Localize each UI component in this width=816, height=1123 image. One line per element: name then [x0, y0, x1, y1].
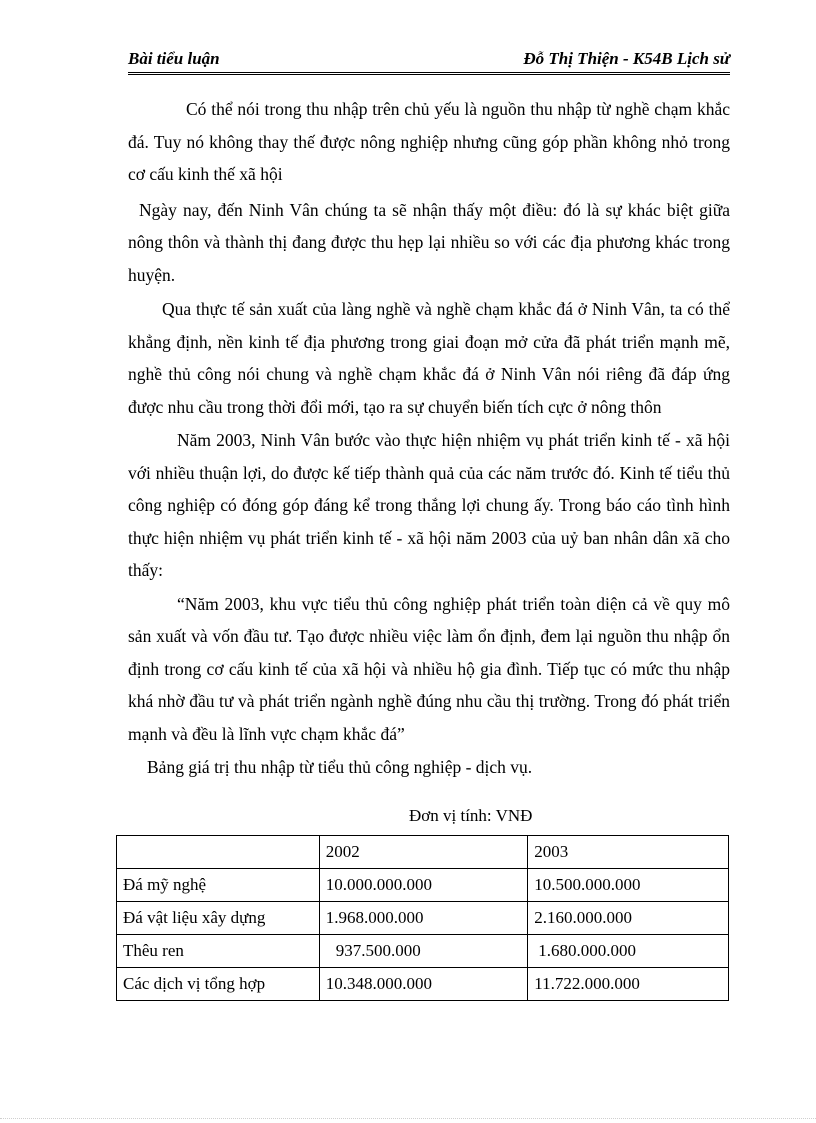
header-author: Đỗ Thị Thiện - K54B Lịch sử [523, 49, 730, 68]
paragraph: Qua thực tế sản xuất của làng nghề và nghề chạm khắc đá ở Ninh Vân, ta có thể khẳng định, nền kinh tế địa phương trong giai đoạn mở cửa đã phát triển mạnh mẽ, nghề thủ công nói chung và nghề chạm khắc đá ở Ninh Vân nói riêng đã đáp ứng được nhu cầu trong thời đổi mới, tạo ra sự chuyển biến tích cực ở nông thôn [128, 299, 730, 417]
table-cell-value: 1.680.000.000 [528, 935, 729, 968]
table-cell-value: 10.000.000.000 [319, 869, 528, 902]
document-body [128, 93, 730, 784]
table-cell-value: 2.160.000.000 [528, 902, 729, 935]
table-header-row [117, 836, 729, 869]
table-caption: Bảng giá trị thu nhập từ tiểu thủ công nghiệp - dịch vụ. [147, 757, 533, 777]
table-cell-label: Các dịch vị tổng hợp [117, 968, 320, 1001]
table-cell-label: Đá mỹ nghệ [117, 869, 320, 902]
table-row [117, 935, 729, 968]
income-table [116, 835, 729, 1001]
table-cell-value: 10.348.000.000 [319, 968, 528, 1001]
table-cell-label: Đá vật liệu xây dựng [117, 902, 320, 935]
table-cell-value: 10.500.000.000 [528, 869, 729, 902]
table-cell-label: Thêu ren [117, 935, 320, 968]
header-title: Bài tiểu luận [128, 49, 220, 68]
table-header-cell: 2003 [528, 836, 729, 869]
paragraph: Có thể nói trong thu nhập trên chủ yếu là nguồn thu nhập từ nghề chạm khắc đá. Tuy nó không thay thế được nông nghiệp nhưng cũng góp phần không nhỏ trong cơ cấu kinh thế xã hội [128, 99, 730, 184]
quote-paragraph: “Năm 2003, khu vực tiểu thủ công nghiệp phát triển toàn diện cả về quy mô sản xuất và vốn đầu tư. Tạo được nhiều việc làm ổn định, đem lại nguồn thu nhập ổn định trong cơ cấu kinh tế của xã hội và nhiều hộ gia đình. Tiếp tục có mức thu nhập khá nhờ đầu tư và phát triển ngành nghề đúng nhu cầu thị trường. Trong đó phát triển mạnh và đều là lĩnh vực chạm khắc đá” [128, 593, 730, 744]
table-unit: Đơn vị tính: VNĐ [409, 806, 533, 825]
page-bottom-divider [0, 1118, 816, 1119]
table-cell-value: 937.500.000 [319, 935, 528, 968]
page-header [128, 48, 730, 75]
paragraph: Năm 2003, Ninh Vân bước vào thực hiện nhiệm vụ phát triển kinh tế - xã hội với nhiều thuận lợi, do được kế tiếp thành quả của các năm trước đó. Kinh tế tiểu thủ công nghiệp có đóng góp đáng kể trong thắng lợi chung ấy. Trong báo cáo tình hình thực hiện nhiệm vụ phát triển kinh tế - xã hội năm 2003 của uỷ ban nhân dân xã cho thấy: [128, 430, 730, 580]
table-header-cell: 2002 [319, 836, 528, 869]
table-cell-value: 1.968.000.000 [319, 902, 528, 935]
table-row [117, 902, 729, 935]
table-row [117, 968, 729, 1001]
table-row [117, 869, 729, 902]
table-cell-value: 11.722.000.000 [528, 968, 729, 1001]
table-header-cell [117, 836, 320, 869]
paragraph: Ngày nay, đến Ninh Vân chúng ta sẽ nhận thấy một điều: đó là sự khác biệt giữa nông thôn và thành thị đang được thu hẹp lại nhiều so với các địa phương khác trong huyện. [128, 199, 730, 285]
